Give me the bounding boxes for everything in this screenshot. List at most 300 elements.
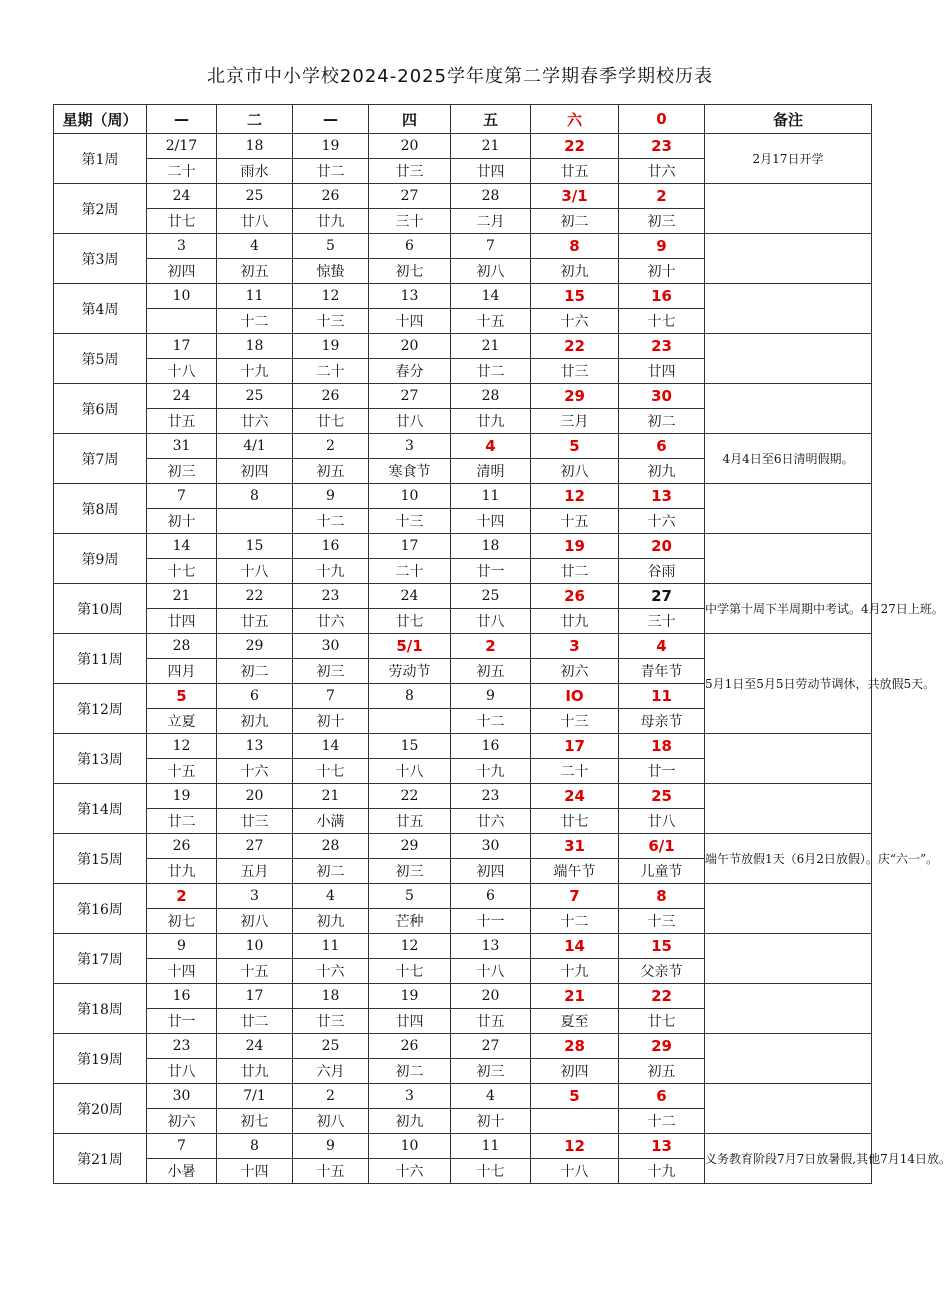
week-note xyxy=(705,934,872,984)
lunar-cell: 青年节 xyxy=(619,659,705,684)
week-label: 第8周 xyxy=(54,484,147,534)
day-cell: 20 xyxy=(217,784,293,809)
week-row xyxy=(54,184,872,209)
week-note xyxy=(705,284,872,334)
day-cell: 18 xyxy=(293,984,369,1009)
day-cell: 11 xyxy=(451,1134,531,1159)
week-note xyxy=(705,534,872,584)
lunar-cell: 雨水 xyxy=(217,159,293,184)
lunar-cell: 春分 xyxy=(369,359,451,384)
week-row xyxy=(54,1134,872,1159)
week-label: 第5周 xyxy=(54,334,147,384)
lunar-cell: 初二 xyxy=(293,859,369,884)
lunar-cell: 十三 xyxy=(619,909,705,934)
week-label: 第18周 xyxy=(54,984,147,1034)
lunar-cell: 初八 xyxy=(531,459,619,484)
lunar-cell: 二十 xyxy=(147,159,217,184)
lunar-cell: 廿八 xyxy=(147,1059,217,1084)
lunar-cell xyxy=(531,1109,619,1134)
lunar-cell: 十八 xyxy=(369,759,451,784)
week-row xyxy=(54,434,872,459)
day-cell: 20 xyxy=(369,334,451,359)
day-cell: 6 xyxy=(369,234,451,259)
lunar-cell: 十九 xyxy=(619,1159,705,1184)
day-cell: 4 xyxy=(451,434,531,459)
lunar-cell: 初九 xyxy=(217,709,293,734)
day-cell: 19 xyxy=(369,984,451,1009)
week-row xyxy=(54,734,872,759)
day-cell: 26 xyxy=(531,584,619,609)
day-cell: 6 xyxy=(217,684,293,709)
day-cell: 19 xyxy=(293,134,369,159)
page-title: 北京市中小学校2024-2025学年度第二学期春季学期校历表 xyxy=(206,66,714,87)
day-cell: 27 xyxy=(619,584,705,609)
lunar-cell: 廿五 xyxy=(147,409,217,434)
day-cell: 23 xyxy=(619,334,705,359)
lunar-cell: 初二 xyxy=(531,209,619,234)
day-cell: 21 xyxy=(293,784,369,809)
day-cell: 13 xyxy=(619,484,705,509)
day-cell: 3 xyxy=(531,634,619,659)
lunar-cell: 初九 xyxy=(619,459,705,484)
week-note: 4月4日至6日清明假期。 xyxy=(705,434,872,484)
day-cell: 17 xyxy=(217,984,293,1009)
lunar-cell: 廿七 xyxy=(531,809,619,834)
lunar-cell: 二十 xyxy=(531,759,619,784)
day-cell: 7 xyxy=(531,884,619,909)
day-cell: 29 xyxy=(217,634,293,659)
day-cell: 26 xyxy=(293,184,369,209)
day-cell: 12 xyxy=(293,284,369,309)
lunar-cell: 惊蛰 xyxy=(293,259,369,284)
day-cell: 27 xyxy=(451,1034,531,1059)
week-row xyxy=(54,884,872,909)
week-note xyxy=(705,184,872,234)
lunar-cell: 廿六 xyxy=(451,809,531,834)
day-cell: 16 xyxy=(293,534,369,559)
day-cell: 21 xyxy=(451,134,531,159)
day-cell: 16 xyxy=(619,284,705,309)
day-cell: 5 xyxy=(531,1084,619,1109)
lunar-cell: 小暑 xyxy=(147,1159,217,1184)
lunar-cell: 劳动节 xyxy=(369,659,451,684)
day-cell: 6 xyxy=(451,884,531,909)
week-note xyxy=(705,884,872,934)
day-cell: 4 xyxy=(451,1084,531,1109)
day-cell: 6/1 xyxy=(619,834,705,859)
lunar-cell: 十八 xyxy=(147,359,217,384)
lunar-cell: 初六 xyxy=(531,659,619,684)
lunar-cell: 廿一 xyxy=(147,1009,217,1034)
lunar-cell: 廿九 xyxy=(293,209,369,234)
lunar-cell: 廿九 xyxy=(147,859,217,884)
day-cell: 23 xyxy=(293,584,369,609)
lunar-cell: 清明 xyxy=(451,459,531,484)
day-cell: 18 xyxy=(451,534,531,559)
lunar-cell: 十二 xyxy=(531,909,619,934)
day-cell: 12 xyxy=(369,934,451,959)
week-note: 5月1日至5月5日劳动节调休，共放假5天。 xyxy=(705,634,872,734)
lunar-cell: 廿一 xyxy=(451,559,531,584)
week-note: 中学第十周下半周期中考试。4月27日上班。 xyxy=(705,584,872,634)
lunar-cell: 初二 xyxy=(619,409,705,434)
lunar-cell: 十九 xyxy=(293,559,369,584)
day-cell: 23 xyxy=(451,784,531,809)
day-cell: 11 xyxy=(619,684,705,709)
day-cell: 21 xyxy=(147,584,217,609)
lunar-cell: 三十 xyxy=(619,609,705,634)
day-cell: IO xyxy=(531,684,619,709)
day-cell: 3/1 xyxy=(531,184,619,209)
day-cell: 3 xyxy=(369,434,451,459)
day-cell: 9 xyxy=(293,1134,369,1159)
week-note xyxy=(705,334,872,384)
lunar-cell: 十六 xyxy=(619,509,705,534)
lunar-cell: 廿七 xyxy=(369,609,451,634)
lunar-cell: 母亲节 xyxy=(619,709,705,734)
lunar-cell: 初五 xyxy=(619,1059,705,1084)
week-label: 第20周 xyxy=(54,1084,147,1134)
day-cell: 10 xyxy=(147,284,217,309)
week-note xyxy=(705,384,872,434)
lunar-cell: 廿九 xyxy=(531,609,619,634)
day-cell: 2 xyxy=(451,634,531,659)
lunar-cell: 十二 xyxy=(619,1109,705,1134)
lunar-cell: 小满 xyxy=(293,809,369,834)
lunar-cell: 初九 xyxy=(531,259,619,284)
lunar-cell: 廿三 xyxy=(369,159,451,184)
lunar-cell: 十七 xyxy=(369,959,451,984)
lunar-cell: 十六 xyxy=(531,309,619,334)
lunar-cell: 初六 xyxy=(147,1109,217,1134)
day-cell: 11 xyxy=(217,284,293,309)
lunar-cell: 廿二 xyxy=(293,159,369,184)
week-label: 第13周 xyxy=(54,734,147,784)
day-cell: 27 xyxy=(369,184,451,209)
day-cell: 9 xyxy=(451,684,531,709)
lunar-cell: 初四 xyxy=(451,859,531,884)
day-cell: 31 xyxy=(531,834,619,859)
lunar-cell: 廿五 xyxy=(531,159,619,184)
week-label: 第11周 xyxy=(54,634,147,684)
lunar-cell: 十八 xyxy=(217,559,293,584)
week-label: 第1周 xyxy=(54,134,147,184)
day-cell: 20 xyxy=(451,984,531,1009)
day-cell: 11 xyxy=(451,484,531,509)
lunar-cell: 十五 xyxy=(293,1159,369,1184)
lunar-cell: 三十 xyxy=(369,209,451,234)
lunar-cell: 廿七 xyxy=(293,409,369,434)
day-cell: 5 xyxy=(147,684,217,709)
day-cell: 5/1 xyxy=(369,634,451,659)
lunar-cell: 廿九 xyxy=(217,1059,293,1084)
week-label: 第4周 xyxy=(54,284,147,334)
day-cell: 12 xyxy=(531,1134,619,1159)
lunar-cell: 廿七 xyxy=(619,1009,705,1034)
lunar-cell: 十七 xyxy=(147,559,217,584)
lunar-cell: 初十 xyxy=(451,1109,531,1134)
day-cell: 30 xyxy=(293,634,369,659)
lunar-cell: 廿二 xyxy=(147,809,217,834)
day-cell: 21 xyxy=(531,984,619,1009)
week-row xyxy=(54,534,872,559)
lunar-cell: 廿三 xyxy=(293,1009,369,1034)
week-note xyxy=(705,1034,872,1084)
day-cell: 12 xyxy=(147,734,217,759)
lunar-cell: 廿四 xyxy=(147,609,217,634)
day-cell: 28 xyxy=(293,834,369,859)
day-cell: 3 xyxy=(147,234,217,259)
lunar-cell: 初三 xyxy=(369,859,451,884)
day-cell: 25 xyxy=(217,384,293,409)
week-label: 第15周 xyxy=(54,834,147,884)
lunar-cell: 廿四 xyxy=(451,159,531,184)
day-cell: 19 xyxy=(293,334,369,359)
header-fri: 五 xyxy=(451,105,531,134)
week-row xyxy=(54,334,872,359)
day-cell: 7 xyxy=(451,234,531,259)
day-cell: 5 xyxy=(531,434,619,459)
lunar-cell: 初三 xyxy=(619,209,705,234)
lunar-cell: 廿九 xyxy=(451,409,531,434)
day-cell: 18 xyxy=(619,734,705,759)
day-cell: 7/1 xyxy=(217,1084,293,1109)
day-cell: 5 xyxy=(369,884,451,909)
lunar-cell: 廿四 xyxy=(369,1009,451,1034)
day-cell: 3 xyxy=(217,884,293,909)
day-cell: 20 xyxy=(369,134,451,159)
lunar-cell xyxy=(369,709,451,734)
day-cell: 12 xyxy=(531,484,619,509)
lunar-cell: 端午节 xyxy=(531,859,619,884)
lunar-cell: 初七 xyxy=(147,909,217,934)
lunar-cell: 廿二 xyxy=(217,1009,293,1034)
week-label: 第21周 xyxy=(54,1134,147,1184)
lunar-cell: 十二 xyxy=(451,709,531,734)
day-cell: 17 xyxy=(369,534,451,559)
week-label: 第7周 xyxy=(54,434,147,484)
lunar-cell: 寒食节 xyxy=(369,459,451,484)
week-label: 第16周 xyxy=(54,884,147,934)
day-cell: 26 xyxy=(369,1034,451,1059)
day-cell: 28 xyxy=(451,184,531,209)
lunar-cell: 谷雨 xyxy=(619,559,705,584)
day-cell: 8 xyxy=(369,684,451,709)
week-note: 端午节放假1天（6月2日放假）。庆“六一”。 xyxy=(705,834,872,884)
lunar-cell: 廿五 xyxy=(217,609,293,634)
header-notes: 备注 xyxy=(705,105,872,134)
header-week: 星期（周） xyxy=(54,105,147,134)
day-cell: 28 xyxy=(451,384,531,409)
day-cell: 5 xyxy=(293,234,369,259)
day-cell: 10 xyxy=(369,484,451,509)
week-row xyxy=(54,484,872,509)
lunar-cell: 初八 xyxy=(217,909,293,934)
day-cell: 4 xyxy=(293,884,369,909)
day-cell: 4/1 xyxy=(217,434,293,459)
header-mon: — xyxy=(147,105,217,134)
lunar-cell: 十五 xyxy=(217,959,293,984)
lunar-cell: 十五 xyxy=(147,759,217,784)
week-label: 第17周 xyxy=(54,934,147,984)
day-cell: 22 xyxy=(369,784,451,809)
day-cell: 24 xyxy=(147,384,217,409)
lunar-cell: 十二 xyxy=(217,309,293,334)
day-cell: 7 xyxy=(147,484,217,509)
day-cell: 14 xyxy=(451,284,531,309)
week-label: 第2周 xyxy=(54,184,147,234)
week-row xyxy=(54,634,872,659)
day-cell: 31 xyxy=(147,434,217,459)
lunar-cell: 立夏 xyxy=(147,709,217,734)
lunar-cell: 廿五 xyxy=(451,1009,531,1034)
day-cell: 11 xyxy=(293,934,369,959)
lunar-cell: 廿四 xyxy=(619,359,705,384)
day-cell: 2 xyxy=(147,884,217,909)
day-cell: 25 xyxy=(451,584,531,609)
day-cell: 16 xyxy=(451,734,531,759)
week-note xyxy=(705,1084,872,1134)
lunar-cell: 初八 xyxy=(451,259,531,284)
week-row xyxy=(54,234,872,259)
day-cell: 26 xyxy=(147,834,217,859)
lunar-cell: 初四 xyxy=(217,459,293,484)
lunar-cell: 廿二 xyxy=(451,359,531,384)
day-cell: 23 xyxy=(147,1034,217,1059)
day-cell: 20 xyxy=(619,534,705,559)
lunar-cell: 初十 xyxy=(147,509,217,534)
day-cell: 13 xyxy=(369,284,451,309)
lunar-cell: 初五 xyxy=(293,459,369,484)
day-cell: 19 xyxy=(531,534,619,559)
week-row xyxy=(54,834,872,859)
week-label: 第10周 xyxy=(54,584,147,634)
lunar-cell: 廿八 xyxy=(451,609,531,634)
day-cell: 6 xyxy=(619,1084,705,1109)
day-cell: 9 xyxy=(147,934,217,959)
lunar-cell: 十九 xyxy=(451,759,531,784)
lunar-cell: 十六 xyxy=(293,959,369,984)
day-cell: 23 xyxy=(619,134,705,159)
lunar-cell: 十七 xyxy=(619,309,705,334)
lunar-cell xyxy=(217,509,293,534)
lunar-cell: 廿六 xyxy=(293,609,369,634)
day-cell: 30 xyxy=(451,834,531,859)
lunar-cell: 初四 xyxy=(531,1059,619,1084)
day-cell: 15 xyxy=(531,284,619,309)
lunar-cell: 十四 xyxy=(147,959,217,984)
day-cell: 29 xyxy=(369,834,451,859)
day-cell: 10 xyxy=(217,934,293,959)
day-cell: 8 xyxy=(217,1134,293,1159)
lunar-cell: 初五 xyxy=(217,259,293,284)
day-cell: 2 xyxy=(619,184,705,209)
lunar-cell: 廿八 xyxy=(369,409,451,434)
day-cell: 28 xyxy=(531,1034,619,1059)
day-cell: 4 xyxy=(217,234,293,259)
week-label: 第14周 xyxy=(54,784,147,834)
lunar-cell: 初九 xyxy=(369,1109,451,1134)
lunar-cell: 初五 xyxy=(451,659,531,684)
lunar-cell: 初十 xyxy=(619,259,705,284)
week-label: 第12周 xyxy=(54,684,147,734)
day-cell: 25 xyxy=(293,1034,369,1059)
week-row xyxy=(54,384,872,409)
day-cell: 16 xyxy=(147,984,217,1009)
lunar-cell: 廿六 xyxy=(217,409,293,434)
lunar-cell: 初九 xyxy=(293,909,369,934)
lunar-cell: 十八 xyxy=(451,959,531,984)
week-note xyxy=(705,984,872,1034)
day-cell: 7 xyxy=(293,684,369,709)
lunar-cell: 十三 xyxy=(531,709,619,734)
day-cell: 14 xyxy=(147,534,217,559)
lunar-cell: 廿一 xyxy=(619,759,705,784)
lunar-cell: 儿童节 xyxy=(619,859,705,884)
day-cell: 15 xyxy=(369,734,451,759)
week-row xyxy=(54,784,872,809)
week-note: 2月17日开学 xyxy=(705,134,872,184)
day-cell: 14 xyxy=(293,734,369,759)
day-cell: 19 xyxy=(147,784,217,809)
day-cell: 6 xyxy=(619,434,705,459)
lunar-cell: 十四 xyxy=(369,309,451,334)
day-cell: 21 xyxy=(451,334,531,359)
week-row xyxy=(54,134,872,159)
day-cell: 26 xyxy=(293,384,369,409)
lunar-cell: 廿二 xyxy=(531,559,619,584)
lunar-cell: 十三 xyxy=(369,509,451,534)
week-label: 第3周 xyxy=(54,234,147,284)
lunar-cell: 廿八 xyxy=(217,209,293,234)
lunar-cell: 初三 xyxy=(293,659,369,684)
lunar-cell: 十一 xyxy=(451,909,531,934)
lunar-cell: 初七 xyxy=(369,259,451,284)
week-row xyxy=(54,934,872,959)
week-note xyxy=(705,734,872,784)
week-label: 第19周 xyxy=(54,1034,147,1084)
lunar-cell: 十六 xyxy=(217,759,293,784)
day-cell: 3 xyxy=(369,1084,451,1109)
calendar-body xyxy=(54,134,951,1184)
day-cell: 24 xyxy=(531,784,619,809)
day-cell: 22 xyxy=(619,984,705,1009)
day-cell: 8 xyxy=(217,484,293,509)
day-cell: 22 xyxy=(531,134,619,159)
lunar-cell: 十五 xyxy=(531,509,619,534)
lunar-cell: 十六 xyxy=(369,1159,451,1184)
lunar-cell: 廿六 xyxy=(619,159,705,184)
week-note: 义务教育阶段7月7日放暑假,其他7月14日放。 xyxy=(705,1134,872,1184)
lunar-cell: 廿三 xyxy=(531,359,619,384)
lunar-cell: 初三 xyxy=(147,459,217,484)
lunar-cell: 二月 xyxy=(451,209,531,234)
day-cell: 27 xyxy=(217,834,293,859)
header-wed: — xyxy=(293,105,369,134)
lunar-cell: 初八 xyxy=(293,1109,369,1134)
lunar-cell: 四月 xyxy=(147,659,217,684)
lunar-cell: 二十 xyxy=(293,359,369,384)
lunar-cell: 十九 xyxy=(217,359,293,384)
lunar-cell: 二十 xyxy=(369,559,451,584)
lunar-cell: 三月 xyxy=(531,409,619,434)
lunar-cell: 五月 xyxy=(217,859,293,884)
lunar-cell: 廿七 xyxy=(147,209,217,234)
week-note xyxy=(705,484,872,534)
day-cell: 13 xyxy=(451,934,531,959)
day-cell: 13 xyxy=(217,734,293,759)
day-cell: 9 xyxy=(293,484,369,509)
